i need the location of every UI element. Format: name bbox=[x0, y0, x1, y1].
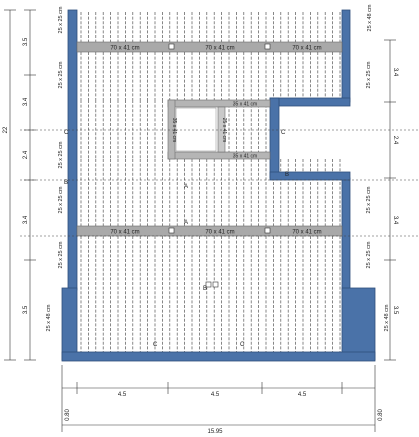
beam-top-label-1: 70 x 41 cm bbox=[110, 45, 140, 52]
opening-left-joist-label: 35 x 41 cm bbox=[171, 117, 177, 143]
joist-field bbox=[81, 12, 340, 352]
left-dim-4: 3.4 bbox=[23, 215, 29, 225]
post-marker bbox=[169, 228, 174, 233]
left-member-label-5: 25 x 25 cm bbox=[58, 241, 64, 269]
right-wall-lower bbox=[342, 178, 350, 290]
post-marker bbox=[213, 282, 218, 287]
post-marker bbox=[169, 44, 174, 49]
bottom-end-left: 0.80 bbox=[65, 409, 71, 421]
section-mark-c-bottom-left: C bbox=[153, 342, 158, 348]
beam-bottom-label-3: 70 x 41 cm bbox=[292, 229, 322, 236]
notch-left-wall bbox=[270, 98, 279, 178]
left-member-label-4: 25 x 25 cm bbox=[58, 186, 64, 214]
left-member-label-6: 25 x 48 cm bbox=[46, 304, 52, 332]
right-dim-1: 3.4 bbox=[392, 67, 398, 77]
section-mark-c-bottom-right: C bbox=[240, 342, 245, 348]
left-wall bbox=[68, 10, 77, 290]
section-mark-b-right: B bbox=[285, 172, 290, 178]
bottom-dim-3: 4.5 bbox=[297, 392, 307, 398]
left-wall-lower bbox=[62, 288, 77, 360]
section-mark-c-left: C bbox=[64, 130, 69, 136]
notch-top-wall bbox=[270, 98, 350, 106]
center-mark: B bbox=[203, 286, 208, 292]
bottom-dim-1: 4.5 bbox=[117, 392, 127, 398]
left-dim-5: 3.5 bbox=[23, 305, 29, 315]
opening-void bbox=[176, 108, 216, 151]
post-marker bbox=[265, 228, 270, 233]
opening-beam-bottom-label: 35 x 41 cm bbox=[232, 153, 258, 160]
bottom-dim-2: 4.5 bbox=[210, 392, 220, 398]
left-total-dim: 22 bbox=[3, 126, 9, 134]
beams bbox=[77, 42, 342, 236]
right-wall-upper bbox=[342, 10, 350, 102]
right-dim-3: 3.4 bbox=[392, 215, 398, 225]
right-member-label-1: 25 x 25 cm bbox=[366, 61, 372, 89]
right-member-label-2: 25 x 25 cm bbox=[366, 186, 372, 214]
left-dim-2: 3.4 bbox=[23, 97, 29, 107]
opening-mid-joist-label: 25 x 41 cm bbox=[221, 117, 227, 143]
beam-top-label-3: 70 x 41 cm bbox=[292, 45, 322, 52]
right-wall-bottom bbox=[342, 288, 375, 360]
bottom-end-right: 0.80 bbox=[378, 409, 384, 421]
corner-label: 25 x 48 cm bbox=[367, 4, 373, 32]
section-mark-b-left: B bbox=[64, 180, 69, 186]
bottom-total-dim: 15.95 bbox=[207, 429, 223, 435]
right-member-label-3: 25 x 25 cm bbox=[366, 241, 372, 269]
right-dim-4: 3.5 bbox=[392, 305, 398, 315]
left-member-label-2: 25 x 25 cm bbox=[58, 61, 64, 89]
left-member-label-1: 25 x 25 cm bbox=[58, 6, 64, 34]
right-member-label-4: 25 x 48 cm bbox=[384, 304, 390, 332]
opening-beam-top-label: 35 x 41 cm bbox=[232, 101, 258, 108]
bottom-wall bbox=[62, 352, 375, 361]
beam-top-label-2: 70 x 41 cm bbox=[205, 45, 235, 52]
section-mark-a-left: A bbox=[184, 184, 189, 190]
left-dim-1: 3.5 bbox=[23, 37, 29, 47]
beam-bottom-label-2: 70 x 41 cm bbox=[205, 229, 235, 236]
section-mark-a-right: A bbox=[184, 220, 189, 226]
post-marker bbox=[265, 44, 270, 49]
notch-bottom-wall bbox=[270, 172, 350, 180]
left-member-label-3: 25 x 25 cm bbox=[58, 141, 64, 169]
walls bbox=[62, 10, 375, 361]
beam-bottom-label-1: 70 x 41 cm bbox=[110, 229, 140, 236]
right-dim-2: 2.4 bbox=[392, 135, 398, 145]
section-mark-c-right: C bbox=[281, 130, 286, 136]
left-dim-3: 2.4 bbox=[23, 150, 29, 160]
